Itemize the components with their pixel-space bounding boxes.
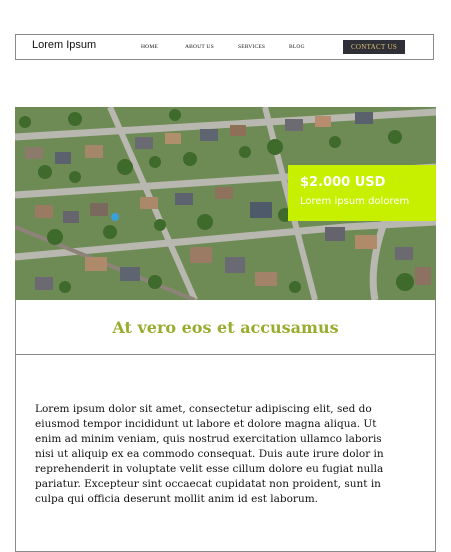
card-divider <box>15 354 436 355</box>
navbar <box>15 34 434 60</box>
price-tag <box>288 165 436 221</box>
brand-logo[interactable]: Lorem Ipsum <box>32 39 97 51</box>
price-subtitle: Lorem ipsum dolorem <box>300 196 410 207</box>
contact-us-button[interactable]: CONTACT US <box>343 40 405 54</box>
hero-image <box>15 107 436 300</box>
listing-card <box>15 107 436 552</box>
card-body-text: Lorem ipsum dolor sit amet, consectetur adipiscing elit, sed do eiusmod tempor incididunt ut labore et dolore magna aliqua. Ut enim ad minim veniam, quis nostrud exercitation ullamco laboris nisi ut aliquip ex ea commodo consequat. Duis aute irure dolor in reprehenderit in voluptate velit esse cillum dolore eu fugiat nulla pariatur. Excepteur sint occaecat cupidatat non proident, sunt in culpa qui officia deserunt mollit anim id est laborum. <box>35 403 384 505</box>
nav-link-home[interactable]: HOME <box>141 44 158 50</box>
nav-link-blog[interactable]: BLOG <box>289 44 305 50</box>
nav-link-services[interactable]: SERVICES <box>238 44 266 50</box>
nav-link-about-us[interactable]: ABOUT US <box>185 44 214 50</box>
price-value: $2.000 USD <box>300 175 386 190</box>
card-title: At vero eos et accusamus <box>112 318 339 337</box>
